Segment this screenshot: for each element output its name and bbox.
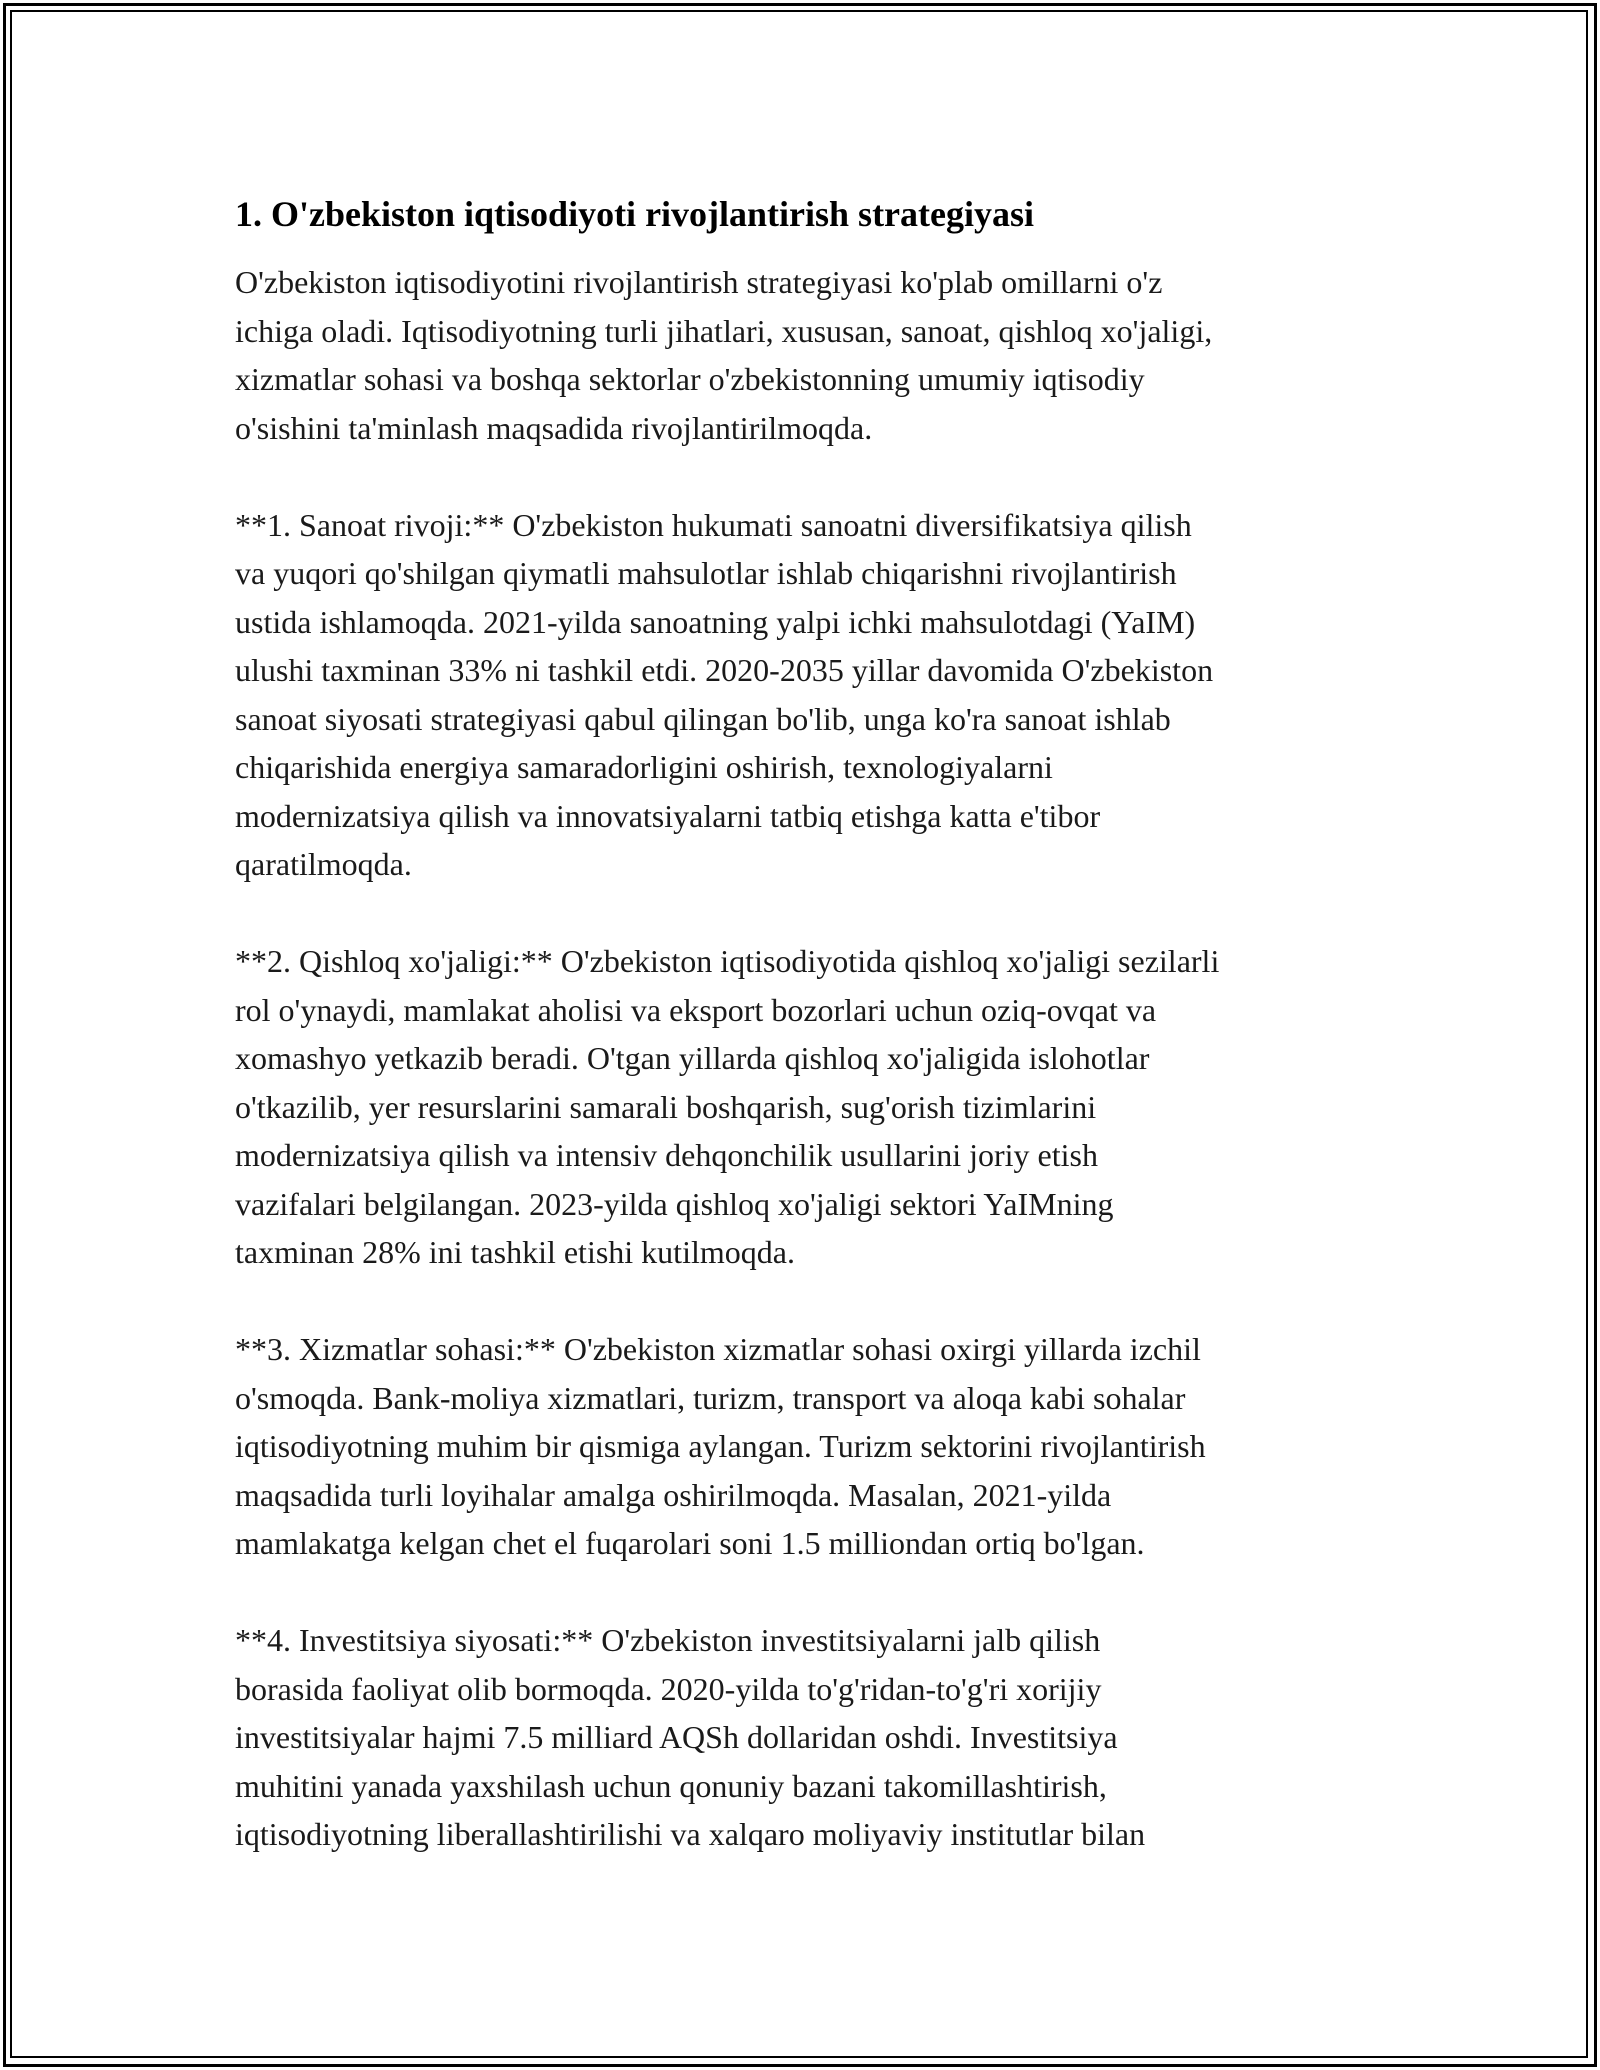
document-title: 1. O'zbekiston iqtisodiyoti rivojlantirish strategiyasi (235, 194, 1035, 234)
section-services-paragraph: **3. Xizmatlar sohasi:** O'zbekiston xizmatlar sohasi oxirgi yillarda izchil o'smoqda. Bank-moliya xizmatlari, turizm, transport va aloqa kabi sohalar iqtisodiyotning muhim bir qismiga aylangan. Turizm sektorini rivojlantirish maqsadida turli loyihalar amalga oshirilmoqda. Masalan, 2021-yilda mamlakatga kelgan chet el fuqarolari soni 1.5 milliondan ortiq bo'lgan. (235, 1331, 1206, 1561)
section-industry-paragraph: **1. Sanoat rivoji:** O'zbekiston hukumati sanoatni diversifikatsiya qilish va yuqori qo'shilgan qiymatli mahsulotlar ishlab chiqarishni rivojlantirish ustida ishlamoqda. 2021-yilda sanoatning yalpi ichki mahsulotdagi (YaIM) ulushi taxminan 33% ni tashkil etdi. 2020-2035 yillar davomida O'zbekiston sanoat siyosati strategiyasi qabul qilingan bo'lib, unga ko'ra sanoat ishlab chiqarishida energiya samaradorligini oshirish, texnologiyalarni modernizatsiya qilish va innovatsiyalarni tatbiq etishga katta e'tibor qaratilmoqda. (235, 506, 1214, 882)
section-agriculture-paragraph: **2. Qishloq xo'jaligi:** O'zbekiston iqtisodiyotida qishloq xo'jaligi sezilarli rol o'ynaydi, mamlakat aholisi va eksport bozorlari uchun oziq-ovqat va xomashyo yetkazib beradi. O'tgan yillarda qishloq xo'jaligida islohotlar o'tkazilib, yer resurslarini samarali boshqarish, sug'orish tizimlarini modernizatsiya qilish va intensiv dehqonchilik usullarini joriy etish vazifalari belgilangan. 2023-yilda qishloq xo'jaligi sektori YaIMning taxminan 28% ini tashkil etishi kutilmoqda. (235, 943, 1220, 1270)
document-body (235, 190, 1375, 1859)
intro-paragraph: O'zbekiston iqtisodiyotini rivojlantirish strategiyasi ko'plab omillarni o'z ichiga oladi. Iqtisodiyotning turli jihatlari, xususan, sanoat, qishloq xo'jaligi, xizmatlar sohasi va boshqa sektorlar o'zbekistonning umumiy iqtisodiy o'sishini ta'minlash maqsadida rivojlantirilmoqda. (235, 264, 1213, 446)
section-investment-paragraph: **4. Investitsiya siyosati:** O'zbekiston investitsiyalarni jalb qilish borasida faoliyat olib bormoqda. 2020-yilda to'g'ridan-to'g'ri xorijiy investitsiyalar hajmi 7.5 milliard AQSh dollaridan oshdi. Investitsiya muhitini yanada yaxshilash uchun qonuniy bazani takomillashtirish, iqtisodiyotning liberallashtirilishi va xalqaro moliyaviy institutlar bilan (235, 1622, 1146, 1852)
